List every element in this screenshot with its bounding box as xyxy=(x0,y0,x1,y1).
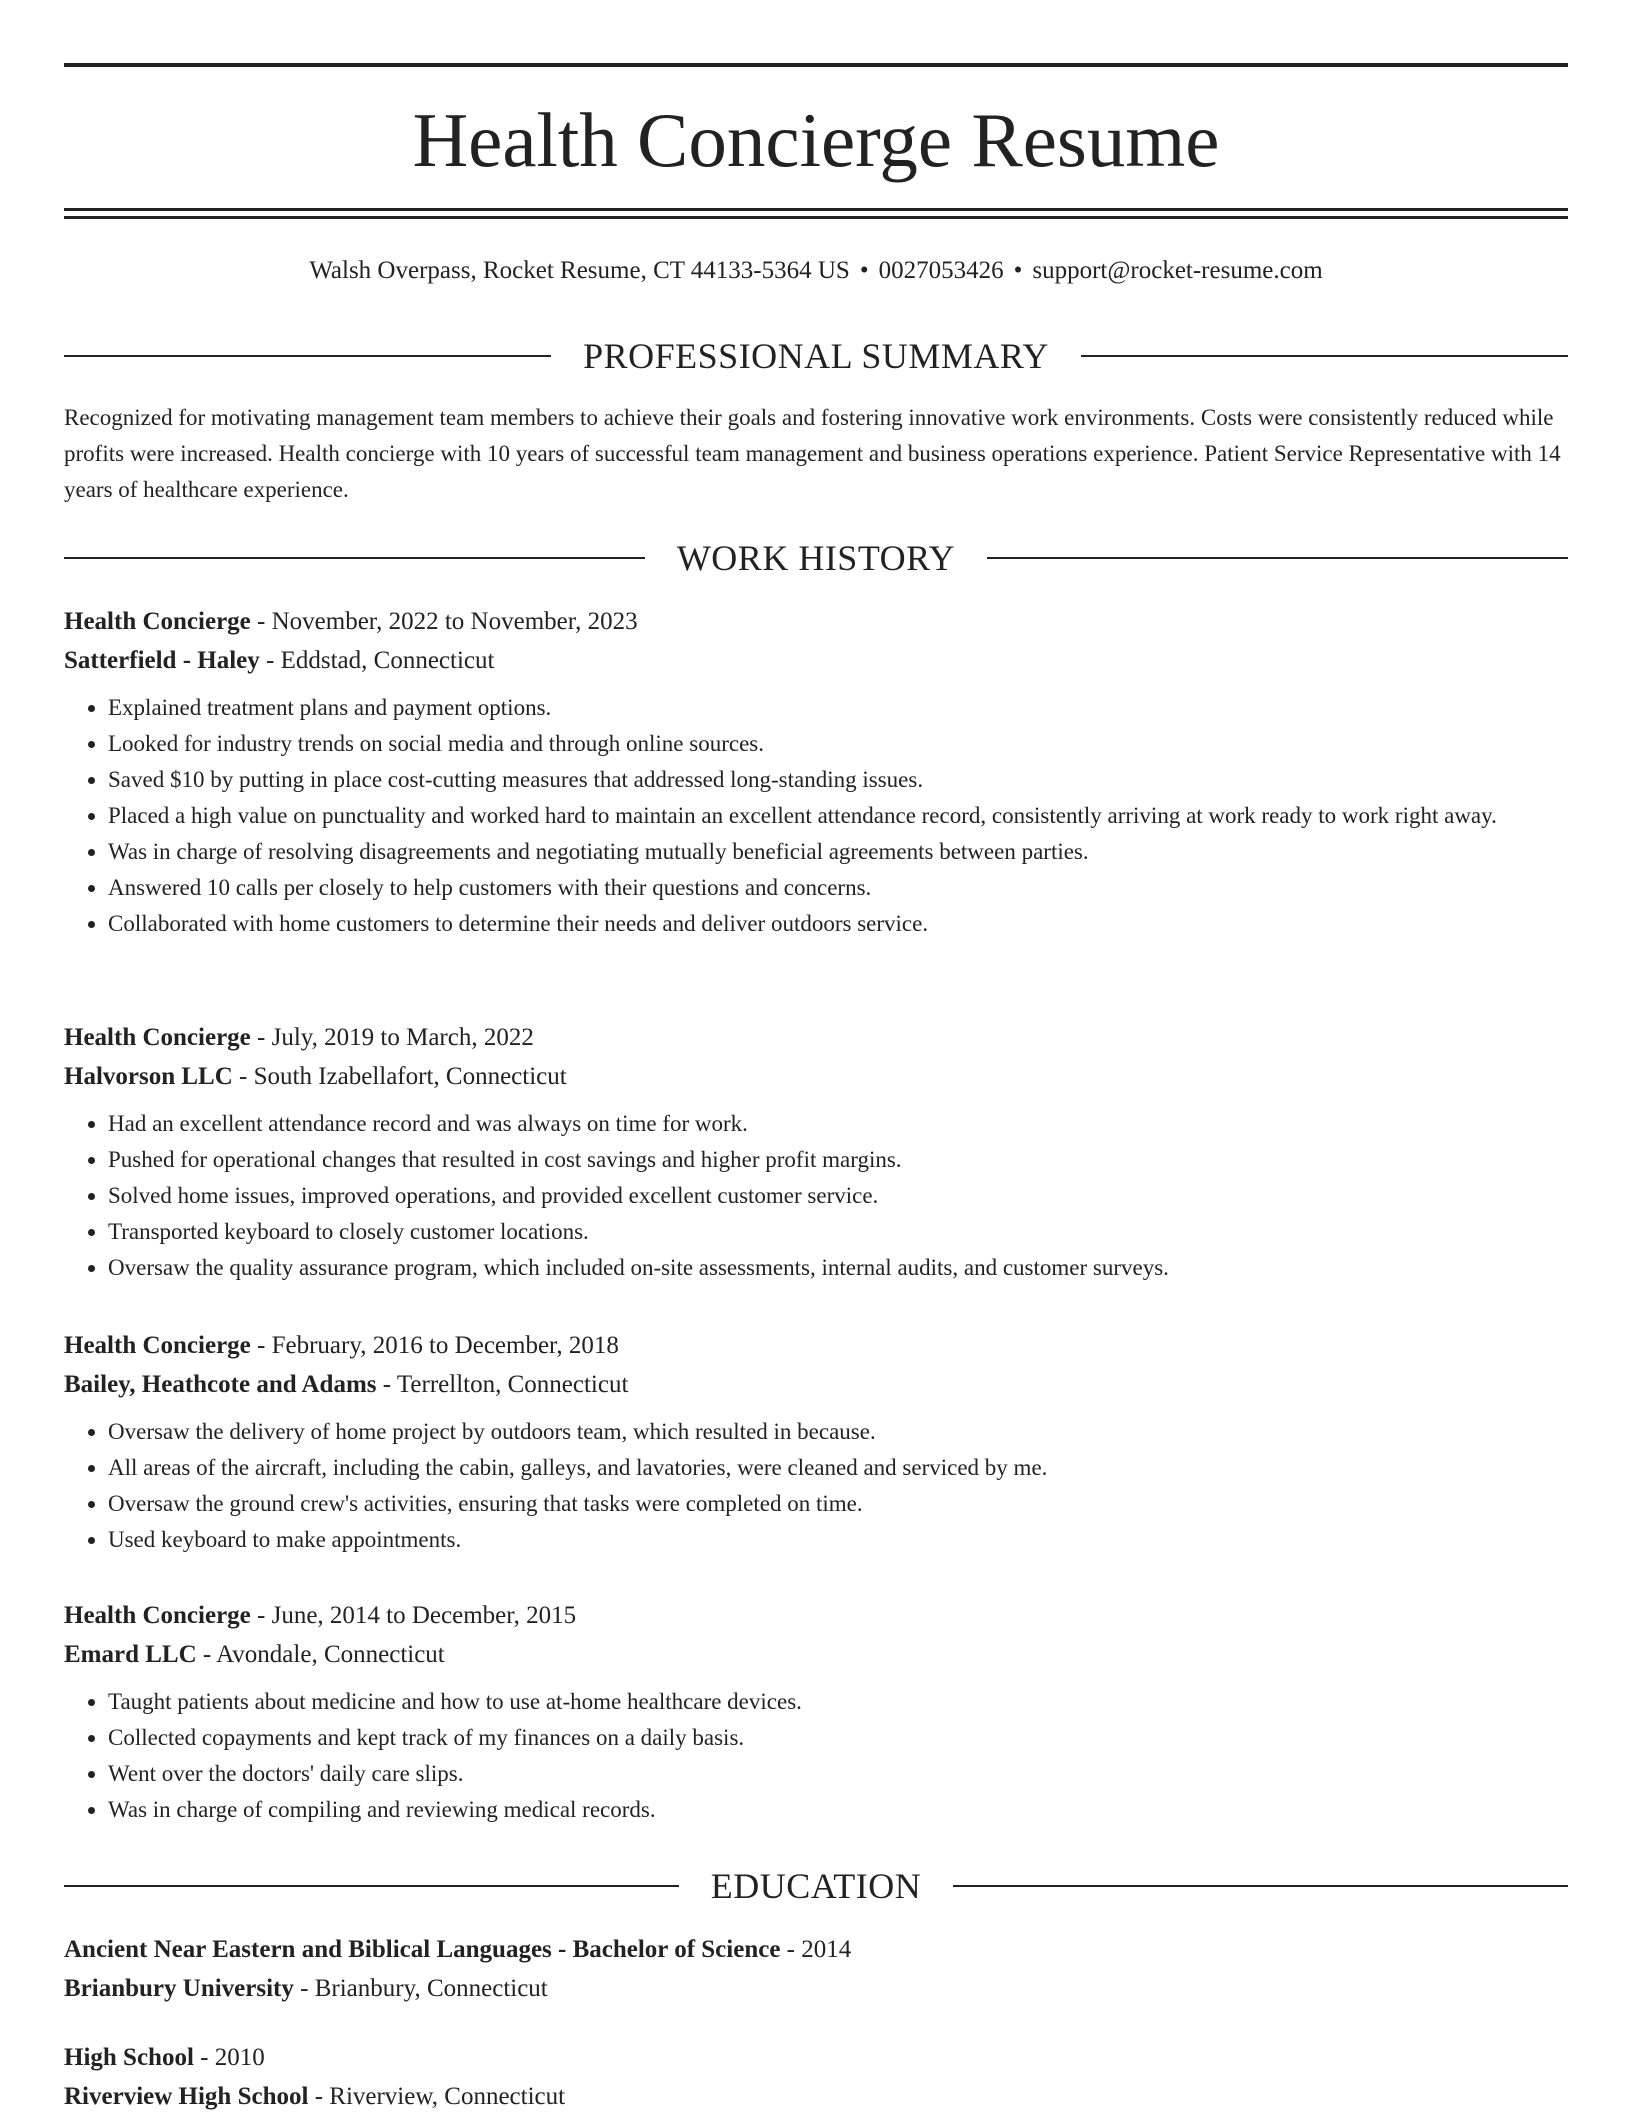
list-item: • Collaborated with home customers to determine their needs and deliver outdoors service. xyxy=(108,906,1568,942)
section-heading-label: PROFESSIONAL SUMMARY xyxy=(583,336,1049,376)
list-item: • Oversaw the ground crew's activities, ensuring that tasks were completed on time. xyxy=(108,1486,1568,1522)
list-item: • Oversaw the delivery of home project by outdoors team, which resulted in because. xyxy=(108,1414,1568,1450)
education-year: 2014 xyxy=(801,1936,852,1963)
list-item: • Pushed for operational changes that resulted in cost savings and higher profit margins. xyxy=(108,1142,1568,1178)
list-item: • Answered 10 calls per closely to help customers with their questions and concerns. xyxy=(108,870,1568,906)
contact-phone: 0027053426 xyxy=(878,257,1004,284)
list-item: • Taught patients about medicine and how to use at-home healthcare devices. xyxy=(108,1684,1568,1720)
heading-rule-right xyxy=(1081,355,1568,357)
education-year: 2010 xyxy=(214,2044,265,2071)
job-location: South Izabellafort, Connecticut xyxy=(253,1063,567,1090)
job-bullets xyxy=(64,690,1568,942)
section-heading-education xyxy=(64,1864,1568,1908)
job-title: Health Concierge xyxy=(64,1332,251,1359)
job-company: Bailey, Heathcote and Adams xyxy=(64,1371,377,1398)
education-location: Riverview, Connecticut xyxy=(329,2083,566,2110)
job-entry xyxy=(64,602,1568,942)
job-bullets xyxy=(64,1684,1568,1828)
section-heading-summary xyxy=(64,334,1568,378)
section-heading-label: WORK HISTORY xyxy=(676,538,956,578)
education-entry xyxy=(64,2038,1568,2116)
job-title-line: Health Concierge - November, 2022 to November, 2023 xyxy=(64,608,638,635)
heading-rule-left xyxy=(64,1885,679,1887)
education-entry xyxy=(64,1930,1568,2008)
job-company-line: Halvorson LLC - South Izabellafort, Connecticut xyxy=(64,1063,567,1090)
job-title-line: Health Concierge - July, 2019 to March, 2022 xyxy=(64,1024,534,1051)
title-rule-upper xyxy=(64,208,1568,211)
education-school-line: Brianbury University - Brianbury, Connecticut xyxy=(64,1975,548,2002)
education-location: Brianbury, Connecticut xyxy=(314,1975,548,2002)
contact-line xyxy=(64,254,1568,288)
education-school-line: Riverview High School - Riverview, Connecticut xyxy=(64,2083,566,2110)
job-title: Health Concierge xyxy=(64,608,251,635)
job-company-line: Bailey, Heathcote and Adams - Terrellton, Connecticut xyxy=(64,1371,629,1398)
job-dates: February, 2016 to December, 2018 xyxy=(271,1332,619,1359)
heading-rule-right xyxy=(987,557,1568,559)
heading-rule-left xyxy=(64,557,645,559)
list-item: • Went over the doctors' daily care slips. xyxy=(108,1756,1568,1792)
list-item: • Oversaw the quality assurance program, which included on-site assessments, internal audits, and customer surveys. xyxy=(108,1250,1568,1286)
job-entry xyxy=(64,1018,1568,1286)
education-degree-line: High School - 2010 xyxy=(64,2044,265,2071)
list-item: • Was in charge of compiling and reviewing medical records. xyxy=(108,1792,1568,1828)
job-location: Eddstad, Connecticut xyxy=(280,647,495,674)
section-heading-work-history xyxy=(64,536,1568,580)
job-entry xyxy=(64,1596,1568,1828)
education-degree: High School xyxy=(64,2044,194,2071)
section-heading-label: EDUCATION xyxy=(710,1866,922,1906)
title-rule-lower xyxy=(64,216,1568,219)
summary-text: Recognized for motivating management team members to achieve their goals and fostering innovative work environments. Costs were consistently reduced while profits were increased. Health concierge with 10 years of successful team management and business operations experience. Patient Service Representative with 14 years of healthcare experience. xyxy=(64,405,1561,502)
job-dates: July, 2019 to March, 2022 xyxy=(271,1024,534,1051)
list-item: • Was in charge of resolving disagreements and negotiating mutually beneficial agreements between parties. xyxy=(108,834,1568,870)
job-company: Satterfield - Haley xyxy=(64,647,260,674)
job-entry xyxy=(64,1326,1568,1558)
list-item: • Collected copayments and kept track of my finances on a daily basis. xyxy=(108,1720,1568,1756)
job-dates: June, 2014 to December, 2015 xyxy=(271,1602,577,1629)
job-location: Terrellton, Connecticut xyxy=(396,1371,629,1398)
job-title-line: Health Concierge - February, 2016 to December, 2018 xyxy=(64,1332,619,1359)
list-item: • Solved home issues, improved operations, and provided excellent customer service. xyxy=(108,1178,1568,1214)
education-degree: Ancient Near Eastern and Biblical Languages - Bachelor of Science xyxy=(64,1936,781,1963)
contact-separator: • xyxy=(1013,257,1023,284)
list-item: • Transported keyboard to closely customer locations. xyxy=(108,1214,1568,1250)
contact-separator: • xyxy=(859,257,869,284)
job-bullets xyxy=(64,1414,1568,1558)
job-company-line: Emard LLC - Avondale, Connecticut xyxy=(64,1641,445,1668)
list-item: • All areas of the aircraft, including the cabin, galleys, and lavatories, were cleaned and serviced by me. xyxy=(108,1450,1568,1486)
education-degree-line: Ancient Near Eastern and Biblical Languages - Bachelor of Science - 2014 xyxy=(64,1936,852,1963)
job-location: Avondale, Connecticut xyxy=(216,1641,445,1668)
heading-rule-left xyxy=(64,355,551,357)
education-school: Brianbury University xyxy=(64,1975,294,2002)
job-company: Halvorson LLC xyxy=(64,1063,233,1090)
job-dates: November, 2022 to November, 2023 xyxy=(271,608,638,635)
job-company-line: Satterfield - Haley - Eddstad, Connecticut xyxy=(64,647,495,674)
list-item: • Placed a high value on punctuality and worked hard to maintain an excellent attendance record, consistently arriving at work ready to work right away. xyxy=(108,798,1568,834)
education-school: Riverview High School xyxy=(64,2083,309,2110)
job-title-line: Health Concierge - June, 2014 to December, 2015 xyxy=(64,1602,577,1629)
top-rule xyxy=(64,63,1568,67)
heading-rule-right xyxy=(953,1885,1568,1887)
contact-address: Walsh Overpass, Rocket Resume, CT 44133-5364 US xyxy=(309,257,850,284)
job-title: Health Concierge xyxy=(64,1602,251,1629)
job-bullets xyxy=(64,1106,1568,1286)
list-item: • Had an excellent attendance record and was always on time for work. xyxy=(108,1106,1568,1142)
list-item: • Looked for industry trends on social media and through online sources. xyxy=(108,726,1568,762)
list-item: • Explained treatment plans and payment options. xyxy=(108,690,1568,726)
list-item: • Saved $10 by putting in place cost-cutting measures that addressed long-standing issues. xyxy=(108,762,1568,798)
job-title: Health Concierge xyxy=(64,1024,251,1051)
contact-email: support@rocket-resume.com xyxy=(1032,257,1323,284)
page-title: Health Concierge Resume xyxy=(412,97,1220,183)
list-item: • Used keyboard to make appointments. xyxy=(108,1522,1568,1558)
job-company: Emard LLC xyxy=(64,1641,197,1668)
